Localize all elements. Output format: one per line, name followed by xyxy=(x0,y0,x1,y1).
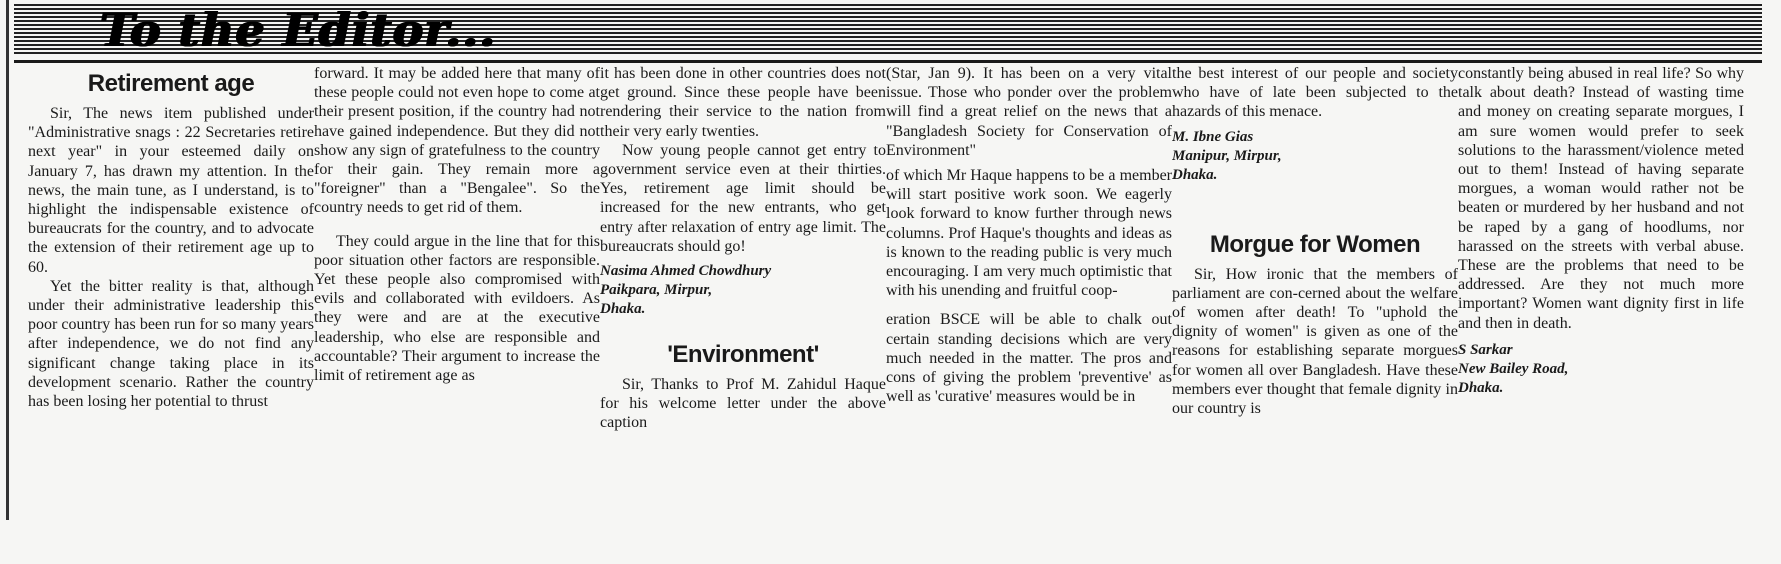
signature-name: S Sarkar xyxy=(1458,341,1513,358)
letter-signature xyxy=(1172,128,1458,185)
column-3 xyxy=(600,64,886,433)
signature-city: Dhaka. xyxy=(1172,166,1218,183)
signature-address: Manipur, Mirpur, xyxy=(1172,147,1282,164)
letter-paragraph: eration BSCE will be able to chalk out certain standing decisions which are very much needed in the matter. The pros and cons of giving the problem 'preventive' as well as 'curative' measures would be in xyxy=(886,311,1172,406)
letter-heading-environment: 'Environment' xyxy=(667,341,819,369)
letter-paragraph: (Star, Jan 9). It has been on a very vital issue. Those who ponder over the problem will find a great relief on the news that a "Bangladesh Society for Conservation of Environment" xyxy=(886,65,1172,159)
signature-address: Paikpara, Mirpur, xyxy=(600,282,713,299)
column-6 xyxy=(1458,64,1744,398)
section-title: To the Editor... xyxy=(100,3,497,57)
letter-paragraph: They could argue in the line that for this poor situation other factors are responsible. Yet these people also compromised with evils and collaborated with evildoers. As they were and are at the executive leadership, who else are responsible and accountable? Their argument to increase the limit of retirement age as xyxy=(314,232,600,385)
letter-paragraph: of which Mr Haque happens to be a member will start positive work soon. We eagerly look forward to know further through news columns. Prof Haque's thoughts and ideas as is known to the reading public is very much encouraging. I am very much optimistic that with his unending and fruitful coop- xyxy=(886,167,1172,300)
letter-paragraph: the best interest of our people and society who have of late been subjected to the hazards of this menace. xyxy=(1172,65,1458,121)
letter-signature xyxy=(1458,341,1744,398)
column-4 xyxy=(886,64,1172,406)
signature-name: M. Ibne Gias xyxy=(1172,128,1254,145)
letter-heading-morgue: Morgue for Women xyxy=(1209,230,1421,258)
signature-name: Nasima Ahmed Chowdhury xyxy=(600,263,772,280)
section-banner xyxy=(14,4,1762,56)
letter-signature xyxy=(600,262,886,319)
letter-paragraph: Sir, How ironic that the members of parliament are con-cerned about the welfare of women after death! To "uphold the dignity of women" is given as one of the reasons for establishing separate morgues for women all over Bangladesh. Have these members ever thought that female dignity in our country is xyxy=(1172,265,1458,418)
left-column-rule xyxy=(6,0,9,520)
letter-paragraph: it has been done in other countries does not get ground. Since these people have been rendering their service to the nation from their very early twenties. xyxy=(600,65,886,140)
signature-address: New Bailey Road, xyxy=(1458,360,1569,377)
banner-rule xyxy=(14,60,1762,63)
column-1 xyxy=(28,64,314,411)
letter-paragraph: Now young people cannot get entry to government service even at their thirties. Yes, retirement age limit should be increased for the new entrants, who get entry after relaxation of entry age limit. The bureaucrats should go! xyxy=(600,141,886,255)
signature-city: Dhaka. xyxy=(600,301,646,318)
letter-paragraph: Yet the bitter reality is that, although under their administrative leadership this poor country has been run for so many years after independence, we do not find any significant change taking place in its development scenario. Rather the country has been losing her potential to thrust xyxy=(28,277,314,411)
letter-paragraph: Sir, The news item published under "Administrative snags : 22 Secretaries retire next year" in your esteemed daily on January 7, has drawn my attention. In the news, the main tune, as I understand, is to highlight the indispensable existence of bureaucrats for the country, and to advocate the extension of their retirement age up to 60. xyxy=(28,105,314,276)
letter-heading-retirement: Retirement age xyxy=(87,70,255,97)
column-5 xyxy=(1172,64,1458,418)
letter-paragraph: constantly being abused in real life? So why talk about death? Instead of wasting time and money on creating separate morgues, I am sure women would prefer to seek solutions to the harassment/violence meted out to them! Instead of having separate morgues, a woman would rather not be beaten or murdered by her husband and not be raped by a gang of hoodlums, nor harassed on the streets with verbal abuse. These are the problems that need to be addressed. Are they not much more important? Women want dignity first in life and then in death. xyxy=(1458,65,1744,332)
letter-paragraph: Sir, Thanks to Prof M. Zahidul Haque for his welcome letter under the above caption xyxy=(600,376,886,432)
signature-city: Dhaka. xyxy=(1458,379,1504,396)
letter-paragraph: forward. It may be added here that many of these people could not even hope to come at their present position, if the country had not have gained independence. But they did not show any sign of gratefulness to the country for their gain. They remain more a "foreigner" than a "Bengalee". So the country needs to get rid of them. xyxy=(314,65,600,217)
column-2 xyxy=(314,64,600,385)
